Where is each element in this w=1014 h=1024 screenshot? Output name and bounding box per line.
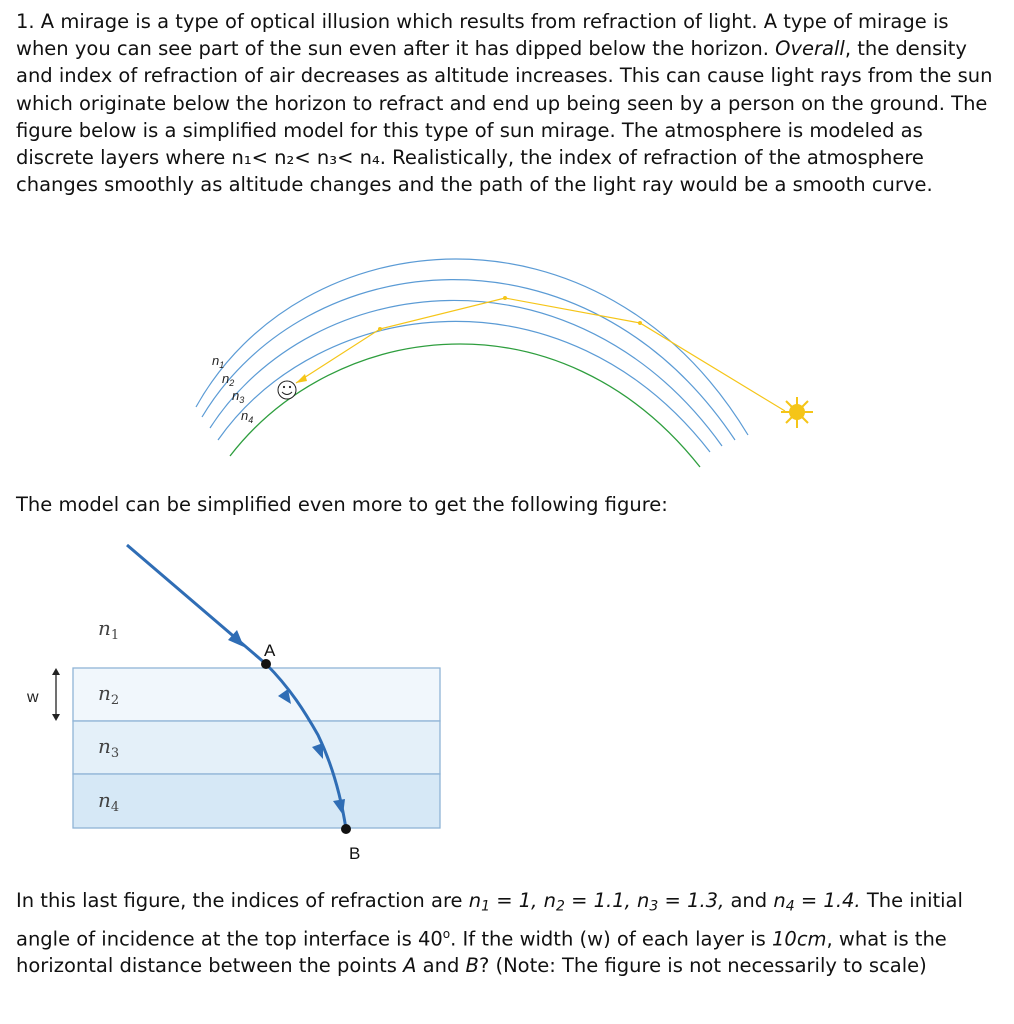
q-text: . If the width ( [450,926,588,950]
intro-text-1: 1. A mirage is a type of optical illusion which results from refraction of light. A type of mirage is when you can see part of the sun even after it has dipped below the horizon. [16,10,949,61]
n4-symbol: $n_4 = 1.4$. [773,889,861,915]
point-a-dot [261,659,271,669]
layer-label-n3: $n_3$ [232,388,245,405]
n1-symbol: $n_1 = 1$, [468,889,544,915]
q-text: and [416,954,466,978]
intro-emphasis: Overall [775,37,845,61]
point-a-ref: A [403,954,417,978]
layer-label-n1: $n_1$ [212,353,225,370]
layer-n2-box [73,668,440,721]
question-paragraph [16,887,1001,979]
q-text: and [730,889,774,912]
point-b-ref: B [465,954,479,978]
layer-label-n1: $n_1$ [98,616,120,643]
layer-n4-box [73,774,440,828]
q-text: In this last figure, the indices of refraction are [16,889,469,912]
point-b-label: B [349,844,361,863]
simplify-sentence: The model can be simplified even more to get the following figure: [16,493,668,516]
layer-n3-box [73,721,440,774]
q-text: ? (Note: The figure is not necessarily to scale) [478,954,927,978]
width-dimension-arrow [52,668,60,721]
layer-label-n4: $n_4$ [241,408,254,425]
layer-label-n3: $n_3$ [98,734,120,761]
q-text: , what is the horizontal distance between the points [16,926,947,978]
q-text: ) of each layer is [603,926,772,950]
w-symbol: w [587,926,604,950]
layer-label-n4: $n_4$ [98,788,120,815]
layer-label-n2: $n_2$ [98,681,120,708]
layer-label-n2: $n_2$ [222,371,235,388]
n3-symbol: $n_3 = 1.3$, [637,889,731,915]
point-b-dot [341,824,351,834]
width-label: w [27,689,39,706]
n2-symbol: $n_2 = 1.1$, [543,889,638,915]
intro-text-2: , the density and index of refraction of air decreases as altitude increases. This can cause light rays from the sun which originate below the horizon to refract and end up being seen by a person on the ground. The figure below is a simplified model for this type of sun mirage. The atmosphere is modeled as discrete layers where n₁< n₂< n₃< n₄. Realistically, the index of refraction of the atmosphere changes smoothly as altitude changes and the path of the light ray would be a smooth curve. [16,37,993,197]
width-value: 10cm [772,926,827,950]
degree-mark: o [442,926,451,941]
point-a-label: A [264,641,276,660]
q-text: The initial angle of incidence at the top interface is 40 [16,889,963,950]
